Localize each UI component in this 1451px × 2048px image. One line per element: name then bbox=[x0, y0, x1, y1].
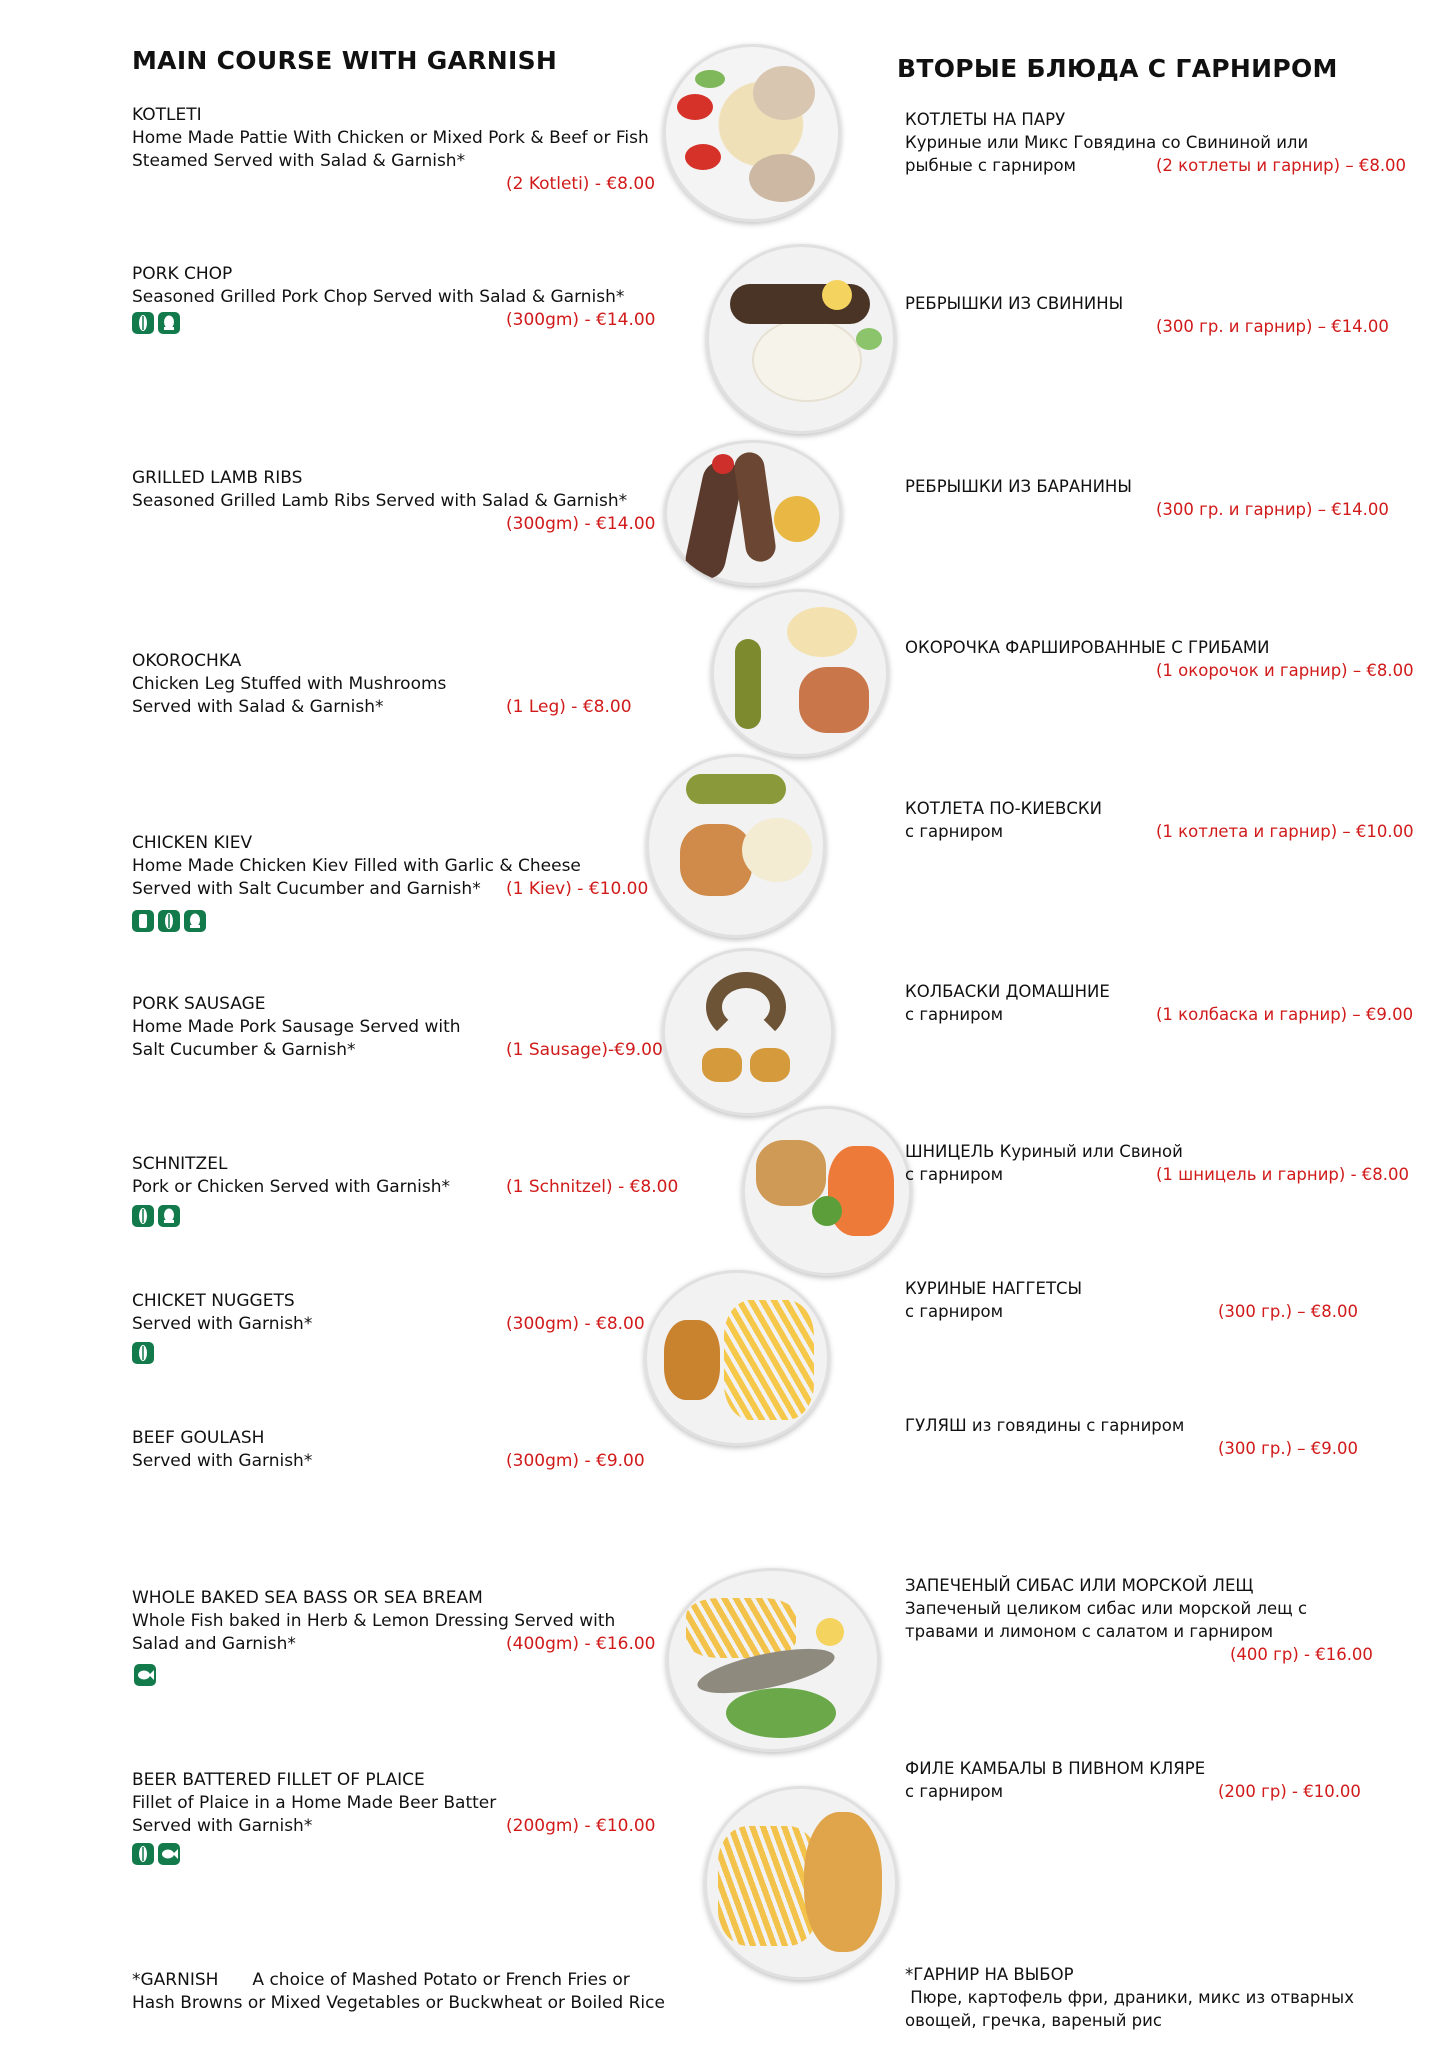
ru-item-sea-bass bbox=[905, 1574, 1307, 1643]
item-description: Steamed Served with Salad & Garnish* bbox=[132, 151, 466, 171]
item-name: BEER BATTERED FILLET OF PLAICE bbox=[132, 1770, 425, 1790]
item-price: (1 котлета и гарнир) – €10.00 bbox=[1156, 822, 1414, 841]
menu-item-lamb-ribs bbox=[132, 467, 627, 513]
dish-image-schnitzel bbox=[742, 1106, 912, 1276]
garnish-text: овощей, гречка, вареный рис bbox=[905, 2011, 1162, 2030]
garnish-label: *GARNISH bbox=[132, 1970, 219, 1990]
item-description: Salad and Garnish* bbox=[132, 1634, 296, 1654]
item-description: рыбные с гарниром bbox=[905, 156, 1076, 175]
dish-image-okorochka bbox=[711, 589, 889, 757]
menu-item-plaice bbox=[132, 1769, 496, 1838]
dish-image-plaice bbox=[704, 1786, 898, 1980]
item-description: Fillet of Plaice in a Home Made Beer Batter bbox=[132, 1793, 497, 1813]
item-description: Salt Cucumber & Garnish* bbox=[132, 1040, 356, 1060]
milk-icon bbox=[132, 910, 154, 932]
ru-item-plaice bbox=[905, 1757, 1205, 1803]
item-price: (2 котлеты и гарнир) – €8.00 bbox=[1156, 156, 1407, 175]
item-price: (300gm) - €14.00 bbox=[506, 310, 656, 330]
egg-icon bbox=[184, 910, 206, 932]
grain-icon bbox=[132, 312, 154, 334]
item-name: РЕБРЫШКИ ИЗ БАРАНИНЫ bbox=[905, 477, 1132, 496]
grain-icon bbox=[132, 1205, 154, 1227]
item-name: РЕБРЫШКИ ИЗ СВИНИНЫ bbox=[905, 294, 1124, 313]
item-price: (400 гр) - €16.00 bbox=[1230, 1645, 1373, 1664]
item-name: OKOROCHKA bbox=[132, 651, 242, 671]
fish-icon bbox=[158, 1843, 180, 1865]
dish-image-pork-chop bbox=[706, 244, 896, 434]
item-price: (300 гр. и гарнир) – €14.00 bbox=[1156, 500, 1389, 519]
item-name: КОЛБАСКИ ДОМАШНИЕ bbox=[905, 982, 1110, 1001]
item-description: Home Made Pork Sausage Served with bbox=[132, 1017, 461, 1037]
dish-image-sea-bass bbox=[666, 1568, 880, 1752]
item-description: Pork or Chicken Served with Garnish* bbox=[132, 1177, 451, 1197]
garnish-text: Hash Browns or Mixed Vegetables or Buckwheat or Boiled Rice bbox=[132, 1993, 665, 2013]
item-price: (1 Sausage)-€9.00 bbox=[506, 1040, 663, 1060]
item-name: ФИЛЕ КАМБАЛЫ В ПИВНОМ КЛЯРЕ bbox=[905, 1759, 1206, 1778]
item-price: (1 Leg) - €8.00 bbox=[506, 697, 632, 717]
item-description: Запеченый целиком сибас или морской лещ с bbox=[905, 1599, 1308, 1618]
item-description: Served with Salad & Garnish* bbox=[132, 697, 384, 717]
item-name: КОТЛЕТЫ НА ПАРУ bbox=[905, 110, 1066, 129]
item-price: (400gm) - €16.00 bbox=[506, 1634, 656, 1654]
item-price: (1 Kiev) - €10.00 bbox=[506, 879, 649, 899]
item-name: CHICKET NUGGETS bbox=[132, 1291, 295, 1311]
item-name: BEEF GOULASH bbox=[132, 1428, 265, 1448]
item-description: Seasoned Grilled Lamb Ribs Served with Salad & Garnish* bbox=[132, 491, 628, 511]
item-description: Served with Garnish* bbox=[132, 1816, 313, 1836]
egg-icon bbox=[158, 1205, 180, 1227]
egg-icon bbox=[158, 312, 180, 334]
garnish-title: *ГАРНИР НА ВЫБОР bbox=[905, 1965, 1074, 1984]
item-description: с гарниром bbox=[905, 1005, 1004, 1024]
item-description: Куриные или Микс Говядина со Свининой или bbox=[905, 133, 1309, 152]
fish-icon bbox=[134, 1664, 156, 1686]
ru-item-schnitzel bbox=[905, 1140, 1183, 1186]
item-description: с гарниром bbox=[905, 1782, 1004, 1801]
menu-item-kotleti bbox=[132, 104, 649, 173]
item-description: с гарниром bbox=[905, 822, 1004, 841]
item-price: (1 колбаска и гарнир) – €9.00 bbox=[1156, 1005, 1414, 1024]
item-name: PORK SAUSAGE bbox=[132, 994, 266, 1014]
item-price: (300 гр. и гарнир) – €14.00 bbox=[1156, 317, 1389, 336]
allergen-icons bbox=[132, 1342, 154, 1364]
garnish-note bbox=[132, 1969, 665, 2015]
item-description: Served with Garnish* bbox=[132, 1451, 313, 1471]
item-price: (300gm) - €8.00 bbox=[506, 1314, 645, 1334]
menu-item-chicken-nuggets bbox=[132, 1290, 312, 1336]
dish-image-pork-sausage bbox=[662, 948, 834, 1116]
allergen-icons bbox=[134, 1664, 156, 1686]
item-price: (200gm) - €10.00 bbox=[506, 1816, 656, 1836]
ru-item-nuggets bbox=[905, 1277, 1082, 1323]
item-name: PORK CHOP bbox=[132, 264, 233, 284]
ru-garnish-note bbox=[905, 1963, 1354, 2032]
item-description: Chicken Leg Stuffed with Mushrooms bbox=[132, 674, 447, 694]
russian-title: ВТОРЫЕ БЛЮДА С ГАРНИРОМ bbox=[897, 54, 1338, 83]
item-description: Served with Garnish* bbox=[132, 1314, 313, 1334]
item-name: КОТЛЕТА ПО-КИЕВСКИ bbox=[905, 799, 1102, 818]
allergen-icons bbox=[132, 312, 180, 334]
menu-item-okorochka bbox=[132, 650, 446, 719]
allergen-icons bbox=[132, 1843, 180, 1865]
item-price: (300 гр.) – €8.00 bbox=[1218, 1302, 1358, 1321]
dish-image-kotleti bbox=[663, 44, 841, 222]
menu-item-beef-goulash bbox=[132, 1427, 312, 1473]
item-name: ШНИЦЕЛЬ Куриный или Свиной bbox=[905, 1142, 1183, 1161]
grain-icon bbox=[132, 1342, 154, 1364]
item-name: KOTLETI bbox=[132, 105, 202, 125]
ru-item-kiev bbox=[905, 797, 1102, 843]
garnish-text: Пюре, картофель фри, драники, микс из отварных bbox=[905, 1988, 1354, 2007]
item-name: SCHNITZEL bbox=[132, 1154, 228, 1174]
item-name: CHICKEN KIEV bbox=[132, 833, 253, 853]
item-description: Seasoned Grilled Pork Chop Served with Salad & Garnish* bbox=[132, 287, 625, 307]
item-name: КУРИНЫЕ НАГГЕТСЫ bbox=[905, 1279, 1083, 1298]
english-title: MAIN COURSE WITH GARNISH bbox=[132, 46, 558, 75]
menu-item-schnitzel bbox=[132, 1153, 450, 1199]
item-description: Served with Salt Cucumber and Garnish* bbox=[132, 879, 481, 899]
menu-item-pork-chop bbox=[132, 263, 624, 309]
item-name: ГУЛЯШ из говядины с гарниром bbox=[905, 1416, 1185, 1435]
item-description: с гарниром bbox=[905, 1165, 1004, 1184]
garnish-text: A choice of Mashed Potato or French Fries or bbox=[252, 1970, 630, 1990]
grain-icon bbox=[158, 910, 180, 932]
grain-icon bbox=[132, 1843, 154, 1865]
item-name: ОКОРОЧКА ФАРШИРОВАННЫЕ С ГРИБАМИ bbox=[905, 638, 1270, 657]
item-description: с гарниром bbox=[905, 1302, 1004, 1321]
item-price: (1 шницель и гарнир) - €8.00 bbox=[1156, 1165, 1410, 1184]
allergen-icons bbox=[132, 910, 206, 932]
item-description: Whole Fish baked in Herb & Lemon Dressing Served with bbox=[132, 1611, 616, 1631]
item-price: (300 гр.) – €9.00 bbox=[1218, 1439, 1358, 1458]
item-price: (1 Schnitzel) - €8.00 bbox=[506, 1177, 679, 1197]
dish-image-lamb-ribs bbox=[664, 440, 842, 586]
item-price: (200 гр) - €10.00 bbox=[1218, 1782, 1361, 1801]
item-price: (300gm) - €14.00 bbox=[506, 514, 656, 534]
item-description: травами и лимоном с салатом и гарниром bbox=[905, 1622, 1274, 1641]
item-name: GRILLED LAMB RIBS bbox=[132, 468, 303, 488]
menu-item-pork-sausage bbox=[132, 993, 461, 1062]
item-price: (1 окорочок и гарнир) – €8.00 bbox=[1156, 661, 1414, 680]
item-description: Home Made Pattie With Chicken or Mixed Pork & Beef or Fish bbox=[132, 128, 649, 148]
dish-image-chicken-kiev bbox=[646, 754, 826, 938]
dish-image-chicken-nuggets bbox=[644, 1270, 830, 1446]
item-price: (2 Kotleti) - €8.00 bbox=[506, 174, 656, 194]
item-name: WHOLE BAKED SEA BASS OR SEA BREAM bbox=[132, 1588, 483, 1608]
item-price: (300gm) - €9.00 bbox=[506, 1451, 645, 1471]
allergen-icons bbox=[132, 1205, 180, 1227]
ru-item-sausage bbox=[905, 980, 1110, 1026]
item-description: Home Made Chicken Kiev Filled with Garlic & Cheese bbox=[132, 856, 581, 876]
item-name: ЗАПЕЧЕНЫЙ СИБАС ИЛИ МОРСКОЙ ЛЕЩ bbox=[905, 1576, 1254, 1595]
